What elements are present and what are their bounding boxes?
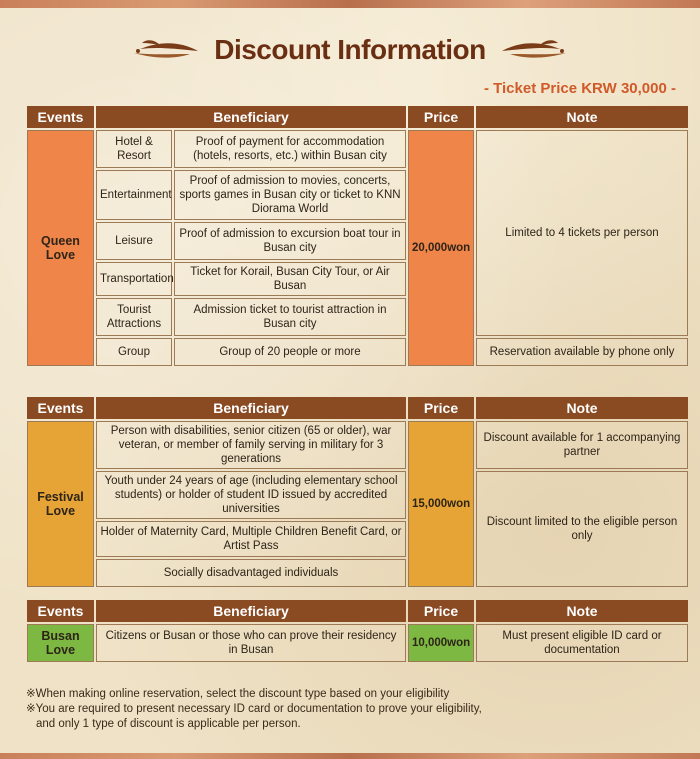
column-header-price: Price: [408, 600, 474, 622]
beneficiary-cell: Ticket for Korail, Busan City Tour, or Air Busan: [174, 262, 406, 296]
ticket-price-label: - Ticket Price KRW 30,000 -: [483, 80, 676, 97]
footnotes: [26, 687, 686, 732]
beneficiary-cell: Admission ticket to tourist attraction in Busan city: [174, 298, 406, 336]
table-header-row: [27, 106, 688, 128]
price-busan-love: 10,000won: [408, 624, 474, 662]
category-cell: Tourist Attractions: [96, 298, 172, 336]
beneficiary-cell: Socially disadvantaged individuals: [96, 559, 406, 587]
table-row: [27, 624, 688, 662]
column-header-note: Note: [476, 106, 688, 128]
column-header-events: Events: [27, 600, 94, 622]
category-cell: Group: [96, 338, 172, 366]
beneficiary-cell: Proof of admission to movies, concerts, sports games in Busan city or ticket to KNN Diorama World: [174, 170, 406, 220]
category-cell: Leisure: [96, 222, 172, 260]
beneficiary-cell: Holder of Maternity Card, Multiple Children Benefit Card, or Artist Pass: [96, 521, 406, 557]
column-header-events: Events: [27, 106, 94, 128]
column-header-note: Note: [476, 397, 688, 419]
note-cell: Must present eligible ID card or documentation: [476, 624, 688, 662]
beneficiary-cell: Proof of payment for accommodation (hotels, resorts, etc.) within Busan city: [174, 130, 406, 168]
footnote-line: ※You are required to present necessary ID card or documentation to prove your eligibility,: [26, 703, 482, 715]
event-festival-love: Festival Love: [27, 421, 94, 587]
category-cell: Entertainment: [96, 170, 172, 220]
table-row: [27, 130, 688, 168]
beneficiary-cell: Youth under 24 years of age (including elementary school students) or holder of student ID issued by accredited universities: [96, 471, 406, 519]
column-header-price: Price: [408, 397, 474, 419]
category-cell: Transportation: [96, 262, 172, 296]
price-festival-love: 15,000won: [408, 421, 474, 587]
column-header-beneficiary: Beneficiary: [96, 600, 406, 622]
queen-love-table: [25, 104, 690, 368]
column-header-price: Price: [408, 106, 474, 128]
beneficiary-cell: Proof of admission to excursion boat tour in Busan city: [174, 222, 406, 260]
note-cell: Limited to 4 tickets per person: [476, 130, 688, 336]
column-header-beneficiary: Beneficiary: [96, 106, 406, 128]
table-header-row: [27, 397, 688, 419]
top-border: [0, 0, 700, 8]
table-row: [27, 338, 688, 366]
page-title: Discount Information: [214, 34, 486, 65]
column-header-note: Note: [476, 600, 688, 622]
busan-love-table: [25, 598, 690, 664]
note-cell: Reservation available by phone only: [476, 338, 688, 366]
column-header-beneficiary: Beneficiary: [96, 397, 406, 419]
footnote-line: ※When making online reservation, select the discount type based on your eligibility: [26, 688, 450, 700]
left-ornament-icon: [130, 37, 200, 63]
bottom-border: [0, 753, 700, 759]
category-cell: Hotel & Resort: [96, 130, 172, 168]
event-queen-love: Queen Love: [27, 130, 94, 366]
beneficiary-cell: Person with disabilities, senior citizen (65 or older), war veteran, or member of family serving in military for 3 generations: [96, 421, 406, 469]
footnote-line: and only 1 type of discount is applicable per person.: [36, 718, 301, 730]
event-busan-love: Busan Love: [27, 624, 94, 662]
column-header-events: Events: [27, 397, 94, 419]
beneficiary-cell: Group of 20 people or more: [174, 338, 406, 366]
page-header: [0, 30, 700, 70]
festival-love-table: [25, 395, 690, 589]
table-row: [27, 471, 688, 519]
beneficiary-cell: Citizens or Busan or those who can prove their residency in Busan: [96, 624, 406, 662]
note-cell: Discount available for 1 accompanying partner: [476, 421, 688, 469]
table-row: [27, 421, 688, 469]
note-cell: Discount limited to the eligible person only: [476, 471, 688, 587]
price-queen-love: 20,000won: [408, 130, 474, 366]
right-ornament-icon: [500, 37, 570, 63]
table-header-row: [27, 600, 688, 622]
